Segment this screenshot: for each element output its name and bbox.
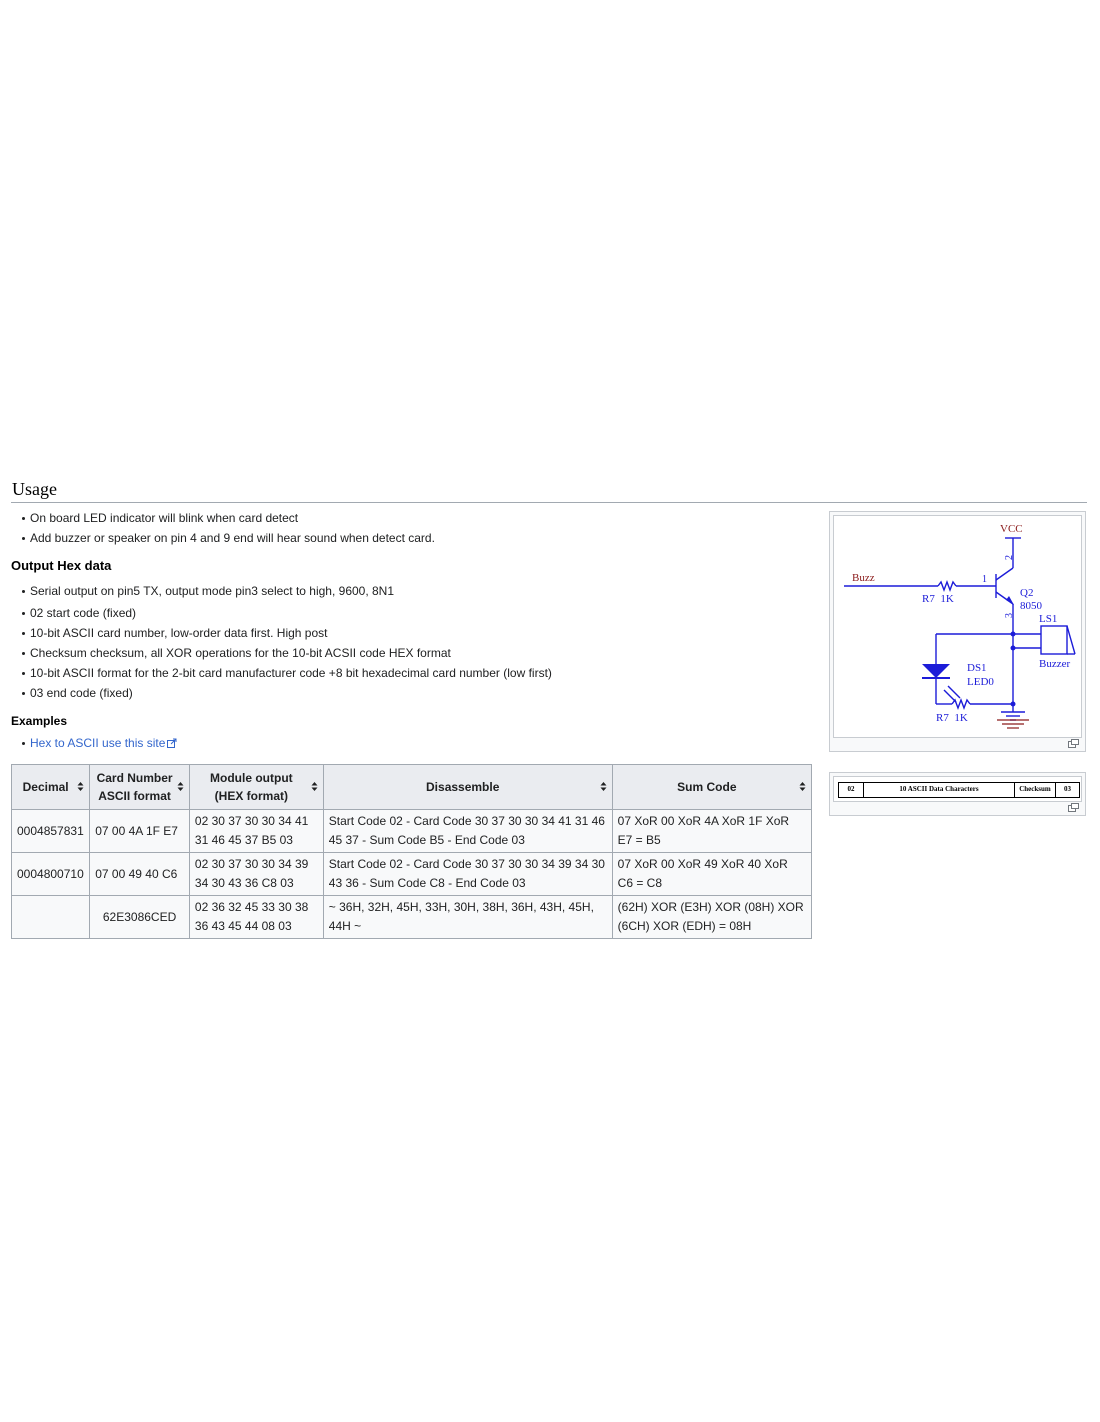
frame-format-image[interactable] [833,776,1082,802]
cell-module: 02 30 37 30 30 34 41 31 46 45 37 B5 03 [189,810,323,853]
cell-ascii: 62E3086CED [90,896,190,939]
cell-module: 02 36 32 45 33 30 38 36 43 45 44 08 03 [189,896,323,939]
list-item: 10-bit ASCII card number, low-order data first. High post [21,623,1087,643]
cell-decimal: 0004800710 [12,853,90,896]
buzzer-label: Buzzer [1039,658,1071,670]
list-item: On board LED indicator will blink when card detect [21,508,1087,528]
header-disassemble[interactable]: Disassemble [323,765,612,810]
circuit-schematic [834,516,1081,737]
header-module-output[interactable]: Module output (HEX format) [189,765,323,810]
frame-cell: 02 [839,783,864,797]
cell-ascii: 07 00 49 40 C6 [90,853,190,896]
ls1-label: LS1 [1039,613,1058,625]
table-row [12,896,812,939]
cell-sum: (62H) XOR (E3H) XOR (08H) XOR (6CH) XOR (EDH) = 08H [612,896,811,939]
frame-cell: 10 ASCII Data Characters [864,783,1015,797]
buzz-label: Buzz [852,572,875,584]
r7-bottom-label: R7 1K [936,712,968,724]
pin2-label: 2 [1004,555,1015,560]
cell-disassemble: ~ 36H, 32H, 45H, 33H, 30H, 38H, 36H, 43H, 45H, 44H ~ [323,896,612,939]
hex-to-ascii-link[interactable]: Hex to ASCII use this site [30,736,166,750]
header-card-number[interactable]: Card Number ASCII format [90,765,190,810]
table-row [12,853,812,896]
frame-cell: Checksum [1015,783,1056,797]
enlarge-icon[interactable] [1068,803,1079,812]
pin3-label: 3 [1004,613,1015,618]
frame-format-diagram [838,782,1080,798]
examples-heading: Examples [11,714,68,728]
sort-icon[interactable] [311,781,318,792]
cell-sum: 07 XoR 00 XoR 49 XoR 40 XoR C6 = C8 [612,853,811,896]
list-item: 10-bit ASCII format for the 2-bit card manufacturer code +8 bit hexadecimal card number (low first) [21,663,1087,683]
wires [844,538,1075,720]
cell-module: 02 30 37 30 30 34 39 34 30 43 36 C8 03 [189,853,323,896]
list-item: 02 start code (fixed) [21,603,1087,623]
enlarge-icon[interactable] [1068,739,1079,748]
list-item: Checksum checksum, all XOR operations for the 10-bit ACSII code HEX format [21,643,1087,663]
sort-icon[interactable] [600,781,607,792]
q2-model-label: 8050 [1020,600,1042,612]
external-link-icon [167,738,177,748]
led-label: LED0 [967,676,994,688]
list-item: 03 end code (fixed) [21,683,1087,703]
schematic-thumbnail[interactable] [829,511,1086,752]
list-item: Serial output on pin5 TX, output mode pin3 select to high, 9600, 8N1 [21,581,1087,601]
output-hex-heading: Output Hex data [11,558,112,573]
cell-decimal [12,896,90,939]
hex-data-table [11,764,812,939]
table-header-row [12,765,812,810]
frame-cell: 03 [1064,785,1071,793]
vcc-label: VCC [1000,523,1023,535]
header-sum-code[interactable]: Sum Code [612,765,811,810]
q2-label: Q2 [1020,587,1034,599]
cell-disassemble: Start Code 02 - Card Code 30 37 30 30 34 41 31 46 45 37 - Sum Code B5 - End Code 03 [323,810,612,853]
table-row [12,810,812,853]
cell-sum: 07 XoR 00 XoR 4A XoR 1F XoR E7 = B5 [612,810,811,853]
pin1-label: 1 [982,574,987,585]
frame-format-thumbnail[interactable] [829,772,1086,816]
r7-top-label: R7 1K [922,593,954,605]
cell-decimal: 0004857831 [12,810,90,853]
ds1-label: DS1 [967,662,987,674]
cell-disassemble: Start Code 02 - Card Code 30 37 30 30 34 39 34 30 43 36 - Sum Code C8 - End Code 03 [323,853,612,896]
sort-icon[interactable] [77,781,84,792]
sort-icon[interactable] [177,781,184,792]
schematic-image[interactable] [833,515,1082,738]
header-decimal[interactable]: Decimal [12,765,90,810]
led-diode-icon [922,664,950,678]
usage-heading: Usage [11,478,1087,503]
list-item: Add buzzer or speaker on pin 4 and 9 end will hear sound when detect card. [21,528,1087,548]
sort-icon[interactable] [799,781,806,792]
cell-ascii: 07 00 4A 1F E7 [90,810,190,853]
